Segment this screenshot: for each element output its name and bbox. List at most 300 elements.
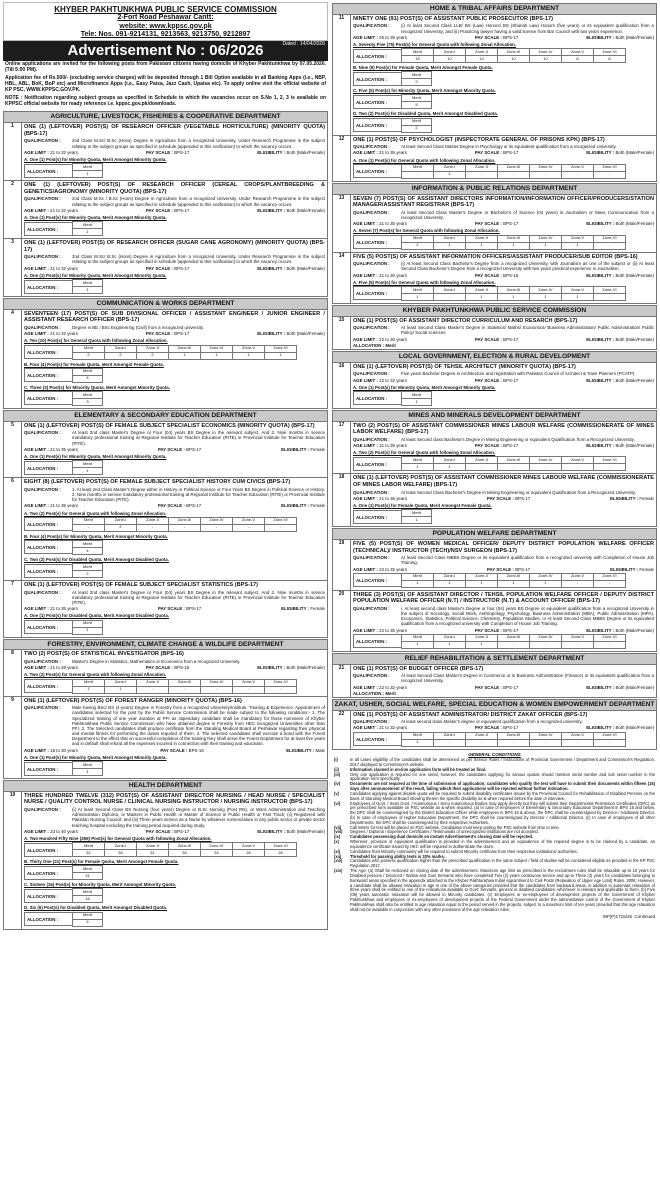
allocation-row [24, 517, 325, 532]
eligibility [286, 748, 325, 753]
eligibility [586, 443, 654, 448]
allocation-label: ALLOCATION : [24, 368, 72, 382]
zone-header: Zone-I [434, 235, 466, 242]
qualification [353, 210, 654, 220]
qualification-text: 2nd Class M.Sc/ B.Sc (Hons) Degree in Agriculture from a recognized University, Under Research Programme in the subject relating to the subject groups as specified in schedule (appended to this notification) to which the vacancy occurs. [72, 254, 325, 265]
elig-value: Both (Male/Female) [615, 725, 654, 731]
quota-label: A. One (1) Post(s) for Minority Quota, Merit Amongst Minority Quota. [24, 454, 167, 459]
qualification-label: QUALIFICATION : [353, 325, 390, 331]
condition-text: The Age: (a) Shall be reckoned on closing date of the advertisement. Maximum age limit as prescribed in the recruitment rules shall be relaxable up-to 10 years for Disabled persons / Divorced / Widow and Govt Servants who have completed Two (2) years continuous service and up-to Three (3) years for candidates belonging to backward areas specified in the appendix attached to the Khyber Pakhtunkhwa Initial Appointment to Civil Posts (Relaxation of Upper Age Limit) Rules, 2008. However, a candidate shall be allowed relaxation in age in one of the above categories provided that the candidates from backward areas, in addition to automatic relaxation of three years shall be entitled to one of the relaxations available to Govt: Servants, general or disabled candidates, whichever is relevant and applicable to them. (b) Five (05) years automatic relaxation will be allowed to Minority candidates. (c) Employees or ex-employees of development projects of the Government of Khyber Pakhtunkhwa and employees or ex-employees of development projects of the Federal Government under the administrative control of the Government of Khyber Pakhtunkhwa shall also be entitled to age relaxation equal to the period served in the projects, subject to a maximum limit of ten years provided that this age relaxation shall not be available in conjunction with any other provisions of the age relaxation rules. [350, 868, 655, 912]
pay-value: BPS-17 [515, 495, 531, 501]
condition-number: (xi) [334, 848, 341, 854]
zone-header: Zone-IV [201, 843, 233, 850]
pay-label: PAY SCALE : [474, 34, 502, 40]
elig-label: ELIGIBILITY : [257, 149, 286, 155]
elig-label: ELIGIBILITY : [610, 495, 639, 501]
qualification-text: Five years Bachelor Degree in Architecture and registration with Pakistan Council of Architect & Town Planners (PCATP). [401, 371, 636, 377]
zone-value: - [466, 464, 498, 471]
zone-value: - [73, 524, 105, 531]
age-label: AGE LIMIT : [24, 503, 49, 509]
zone-value: 2 [402, 242, 434, 249]
allocation-label: ALLOCATION : [353, 72, 401, 86]
zone-header: Zone-II [137, 679, 169, 686]
age-limit [24, 748, 78, 753]
post-title: FIVE (5) POST(S) OF ASSISTANT INFORMATION OFFICERS/ASSISTANT PRODUCER/SUB EDITOR (BPS-16) [353, 253, 638, 260]
merit-table [72, 912, 103, 927]
merit-value: 9 [402, 79, 432, 86]
age-label: AGE LIMIT : [24, 606, 49, 612]
zone-value: 10 [530, 56, 562, 63]
zonal-allocation-table [72, 345, 297, 360]
qualification-text: At least Second class Bachelor's Degree in Mining Engineering or equivalent Qualification from a Recognized University. [401, 436, 635, 442]
serial-number: 1 [4, 123, 22, 180]
zone-header: Zone-IV [530, 732, 562, 739]
allocation-label: ALLOCATION : [24, 866, 72, 880]
age-limit [353, 35, 407, 40]
zone-value: 2 [73, 352, 105, 359]
serial-number: 20 [333, 591, 351, 651]
zone-value: 1 [466, 641, 498, 648]
serial-number: 21 [333, 665, 351, 697]
serial-number: 18 [333, 474, 351, 526]
zone-value: 1 [530, 242, 562, 249]
merit-table [72, 563, 103, 578]
pay-label: PAY SCALE : [474, 150, 502, 156]
allocation-row [353, 235, 654, 250]
merit-header: Merit [402, 95, 432, 102]
merit-header: Merit [73, 461, 103, 468]
pay-label: PAY SCALE : [145, 265, 173, 271]
qualification [353, 261, 654, 271]
zone-value: - [169, 686, 201, 693]
elig-value: Both (Male/Female) [615, 272, 654, 278]
age-label: AGE LIMIT : [353, 150, 378, 156]
post-meta [353, 273, 654, 278]
zone-header: Zone-IV [201, 517, 233, 524]
qualification [24, 590, 325, 606]
qualification [353, 437, 654, 442]
merit-header: Merit [73, 391, 103, 398]
serial-number: 15 [333, 317, 351, 349]
right-column [332, 2, 657, 1181]
elig-label: ELIGIBILITY : [586, 443, 615, 449]
elig-value: Female [639, 566, 654, 572]
zone-header: Zone-V [562, 573, 594, 580]
pay-value: BPS-16 [503, 272, 519, 278]
age-label: AGE LIMIT : [24, 331, 49, 337]
merit-value: 5 [402, 102, 432, 109]
post-meta [24, 150, 325, 155]
eligibility [281, 503, 325, 508]
merit-table [401, 94, 432, 109]
serial-number: 19 [333, 540, 351, 590]
age-label: AGE LIMIT : [24, 265, 49, 271]
post-meta [353, 628, 654, 633]
qualification-label: QUALIFICATION : [24, 324, 61, 330]
post-meta [24, 266, 325, 271]
zone-value: 1 [562, 242, 594, 249]
qualification-label: QUALIFICATION : [353, 371, 390, 377]
serial-number: 17 [333, 422, 351, 474]
zone-value: - [594, 580, 626, 587]
qualification [24, 705, 325, 747]
merit-value: 1 [73, 171, 103, 178]
pay-value: BPS-17 [503, 150, 519, 156]
elig-value: Female [310, 446, 325, 452]
zonal-allocation-table [401, 48, 626, 63]
zone-header: Zone-V [233, 679, 265, 686]
zone-header: Zone-I [434, 49, 466, 56]
department-header: COMMUNICATION & WORKS DEPARTMENT [3, 298, 328, 310]
zone-value: 8 [562, 56, 594, 63]
merit-header: Merit [73, 889, 103, 896]
eligibility [586, 35, 654, 40]
zone-value: 1 [466, 580, 498, 587]
allocation-row [24, 912, 325, 927]
allocation-row [24, 540, 325, 555]
age-limit [353, 685, 407, 690]
post-entry [332, 253, 657, 304]
age-value: 21 to 32 years [50, 207, 78, 213]
zone-value: 10 [498, 56, 530, 63]
condition-item [334, 869, 655, 912]
merit-header: Merit [73, 762, 103, 769]
qualification-label: QUALIFICATION : [24, 430, 61, 436]
zone-header: Zone-VI [594, 634, 626, 641]
pay-label: PAY SCALE : [474, 272, 502, 278]
zonal-allocation-table [401, 634, 626, 649]
org-name: KHYBER PAKHTUNKHWA PUBLIC SERVICE COMMISSION [54, 5, 277, 14]
zone-value: - [402, 171, 434, 178]
qualification-label: QUALIFICATION : [353, 23, 390, 29]
zone-value: 1 [402, 464, 434, 471]
post-title: TWO (2) POST(S) OF STATISTICAL INVESTIGATOR (BPS-16) [24, 651, 184, 658]
zone-header: Merit [73, 345, 105, 352]
quota-label: A. One (1) Post(s) for Disabled Quota, Merit Amongst Disabled Quota. [24, 613, 169, 619]
age-label: AGE LIMIT : [24, 149, 49, 155]
serial-number: 10 [4, 792, 22, 929]
intro-text: Online applications are invited for the following posts from Pakistani citizens having domicile of Khyber Pakhtunkhwa by 07.05.2026. (Till 5:00 PM). [5, 61, 326, 74]
merit-value: 3 [73, 398, 103, 405]
merit-header: Merit [73, 912, 103, 919]
eligibility [610, 496, 654, 501]
zone-header: Zone-II [466, 164, 498, 171]
intro [3, 61, 328, 110]
serial-number: 5 [4, 422, 22, 478]
age-value: 22 to 35 years [379, 566, 407, 572]
qualification-text: (i) At least Second Class BS Nursing (four years) Degree or B.Sc Nursing (Post RN), or Ward Administration and Teaching Administration Diploma, or Masters in Public Health or Master of Science in Public Health or Fast Track; (ii) Registered with Pakistan Nursing Council; and (iii) Three years service as a Nurse by whatever nomenclature in any public sector or private sector teaching hospital excluding the training period acquired during study. [72, 806, 325, 828]
pay-label: PAY SCALE : [474, 443, 502, 449]
merit-table [72, 888, 103, 903]
age-value: 22 to 32 years [379, 377, 407, 383]
qualification [353, 555, 654, 565]
zone-value: 14 [466, 56, 498, 63]
post-entry [3, 697, 328, 779]
qualification-label: QUALIFICATION : [353, 436, 390, 442]
quota-label: B. Thirty One (31) Post(s) for Female Quota, Merit Amongst Female Quota. [24, 859, 179, 865]
pay-label: PAY SCALE : [145, 828, 173, 834]
quota-label: A. Two (2) Post(s) for General Quota with following Zonal Allocation. [353, 450, 496, 456]
age-label: AGE LIMIT : [353, 684, 378, 690]
age-value: 21 to 35 years [50, 503, 78, 509]
pay-value: BPS-16 [174, 665, 190, 671]
qualification-text: At least Second Class Bachelor's Degree in Mining Engineering or equivalent Qualification from a Recognized University. [401, 489, 636, 495]
quota-label: B. Four (4) Post(s) for Female Quota, Merit Amongst Female Quota. [24, 361, 164, 367]
elig-label: ELIGIBILITY : [281, 606, 310, 612]
zone-header: Zone-V [562, 634, 594, 641]
age-limit [24, 208, 78, 213]
qualification-text: 2nd Class M.Sc/ B.Sc (Hons) Degree in Agriculture from a recognized University, Under Research Programme in the subject relating to the subject groups as specified in schedule (appended to this notification) to which the vacancy occurs. [72, 138, 325, 149]
zone-header: Zone-I [434, 634, 466, 641]
post-entry [332, 474, 657, 527]
condition-text: Threshold for passing ability tests is 33% marks. [350, 853, 445, 859]
post-meta [24, 665, 325, 670]
elig-value: Both (Male/Female) [286, 665, 325, 671]
zonal-allocation-table [72, 679, 297, 694]
age-value: 21 to 32 years [50, 265, 78, 271]
allocation-row [353, 94, 654, 109]
allocation-row [353, 509, 654, 524]
allocation-row [24, 865, 325, 880]
merit-table [401, 391, 432, 406]
qualification [24, 807, 325, 828]
zone-value: - [594, 641, 626, 648]
merit-header: Merit [73, 866, 103, 873]
zone-header: Merit [402, 164, 434, 171]
merit-value: 1 [73, 468, 103, 475]
quota-label: A. One (1) Post(s) for Minority Quota, Merit Amongst Minority Quota. [24, 156, 167, 162]
qualification [353, 673, 654, 683]
zone-header: Zone-IV [530, 573, 562, 580]
pay-value: BPS-17 [174, 828, 190, 834]
telephone: Tele: Nos. 091-9214131, 9213563, 9213750, 9212897 [80, 30, 251, 38]
post-title: SEVEN (7) POST(S) OF ASSISTANT DIRECTORS INFORMATION/INFORMATION OFFICER/PRODUCERS/STATION MANAGER/ASSISTANT REGISTRAR (BPS-17) [353, 195, 654, 209]
allocation-label: ALLOCATION : [353, 391, 401, 405]
zone-value: 1 [498, 580, 530, 587]
quota-label: A. Two (2) Post(s) for General Quota with following Zonal Allocation. [24, 510, 167, 516]
post-title: EIGHT (8) (LEFTOVER) POST(S) OF FEMALE SUBJECT SPECIALIST HISTORY CUM CIVICS (BPS-17) [24, 479, 291, 486]
zone-header: Zone-I [434, 164, 466, 171]
merit-value: 4 [73, 375, 103, 382]
pay-scale [158, 447, 201, 452]
pay-value: BPS-17 [503, 627, 519, 633]
allocation-row [353, 456, 654, 471]
post-meta [353, 378, 654, 383]
qualification-text: (i) At least Second Class Bachelor's Degree from a recognized University, with Journalism as one of the subject or (ii) At least Second Class Bachelor's Degree from a recognized University with two years practical experience in Journalism. [401, 261, 654, 272]
age-value: 21 to 32 years [379, 725, 407, 731]
pay-scale [475, 378, 518, 383]
department-header: FORESTRY, ENVIRONMENT, CLIMATE CHANGE & WILDLIFE DEPARTMENT [3, 639, 328, 651]
zone-header: Zone-III [169, 517, 201, 524]
condition-number: (i) [334, 757, 338, 763]
condition-number: (xiii) [334, 858, 343, 864]
zone-value: 1 [265, 352, 297, 359]
post-entry [3, 650, 328, 696]
post-meta [353, 150, 654, 155]
condition-number: (x) [334, 839, 340, 845]
post-title: ONE (1) (LEFTOVER) POST(S) OF RESEARCH OFFICER (SUGAR CANE AGRONOMY) (MINORITY QUOTA) (BPS-17) [24, 240, 325, 253]
quota-label: C. Two (2) Post(s) for Disabled Quota, Merit Amongst Disabled Quota. [24, 556, 169, 562]
serial-number: 14 [333, 253, 351, 303]
post-entry [332, 591, 657, 652]
merit-table [72, 221, 103, 236]
age-value: 21 to 32 years [50, 331, 78, 337]
pay-scale [146, 665, 189, 670]
zone-header: Zone-VI [594, 732, 626, 739]
qualification [353, 325, 654, 335]
zone-value: - [498, 641, 530, 648]
pay-label: PAY SCALE : [160, 747, 188, 753]
elig-label: ELIGIBILITY : [586, 150, 615, 156]
allocation-row [24, 345, 325, 360]
zone-header: Zone-VI [265, 679, 297, 686]
zone-header: Zone-III [498, 49, 530, 56]
zone-header: Zone-III [169, 345, 201, 352]
zone-header: Zone-II [137, 517, 169, 524]
pay-label: PAY SCALE : [474, 627, 502, 633]
zone-header: Zone-I [434, 286, 466, 293]
qualification-text: 1. At least 2nd Class Master's Degree either in History or Political Science or Four Years BS Degree in Political Science or History. 2. Nine months in service mandatory professional training at Regional Institute for Teacher Education (RITE) or Provincial Institute for Teacher Education (PITE). [72, 486, 325, 503]
quota-label: B. Four (4) Post(s) for Minority Quota, Merit Amongst Minority Quota. [24, 533, 168, 539]
pay-scale [146, 150, 189, 155]
zone-header: Zone-III [169, 679, 201, 686]
quota-label: A. Ten (10) Post(s) for General Quota with following Zonal Allocation. [24, 338, 168, 344]
age-label: AGE LIMIT : [24, 207, 49, 213]
zone-header: Zone-III [498, 235, 530, 242]
age-limit [353, 378, 407, 383]
pay-scale [475, 337, 518, 342]
elig-value: Female [639, 495, 654, 501]
pay-label: PAY SCALE : [145, 149, 173, 155]
zone-value: 1 [201, 352, 233, 359]
allocation-label: ALLOCATION : [353, 49, 401, 63]
post-title: ONE (1) (LEFTOVER) POST(S) OF FEMALE SUBJECT SPECIALIST ECONOMICS (MINORITY QUOTA) (BPS-17) [24, 422, 315, 429]
elig-value: Both (Male/Female) [615, 336, 654, 342]
zone-value: 10 [434, 56, 466, 63]
allocation-row [24, 279, 325, 294]
post-body [22, 650, 327, 695]
zonal-allocation-table [401, 573, 626, 588]
age-limit [24, 331, 78, 336]
condition-text: Only one application is required for one serial, however, the candidates applying for various quotas should mention serial number and sub serial number in the application form specifically. [350, 771, 655, 782]
pay-value: BPS-17 [174, 207, 190, 213]
continued-label: Continued [634, 913, 655, 919]
condition-number: (iv) [334, 781, 341, 787]
age-value: 21 to 35 years [50, 446, 78, 452]
zone-header: Zone-I [434, 573, 466, 580]
website[interactable]: website: www.kppsc.gov.pk [119, 22, 212, 30]
post-entry [332, 540, 657, 591]
post-body [22, 581, 327, 637]
zone-value: - [594, 242, 626, 249]
merit-table [72, 368, 103, 383]
pay-scale [158, 503, 201, 508]
qualification-label: QUALIFICATION : [24, 589, 61, 595]
qualification-label: QUALIFICATION : [24, 486, 61, 492]
general-conditions [332, 750, 657, 920]
merit-table [401, 71, 432, 86]
post-entry [3, 181, 328, 239]
allocation-value: Merit [385, 342, 396, 348]
post-entry [3, 422, 328, 479]
allocation-row [24, 888, 325, 903]
allocation-label: ALLOCATION : [353, 510, 401, 524]
merit-value: 1 [73, 627, 103, 634]
zone-header: Zone-II [466, 286, 498, 293]
post-body [22, 181, 327, 238]
pay-scale [158, 606, 201, 611]
qualification [24, 487, 325, 503]
condition-number: (ix) [334, 834, 341, 840]
zone-header: Zone-I [105, 517, 137, 524]
post-meta [353, 35, 654, 40]
age-value: 21 to 28 years [50, 665, 78, 671]
eligibility [586, 628, 654, 633]
quota-label: A. One (1) Post(s) for Minority Quota, Merit Amongst Minority Quota. [24, 272, 167, 278]
allocation-row [353, 48, 654, 63]
eligibility [257, 266, 325, 271]
zone-header: Zone-II [466, 49, 498, 56]
eligibility [586, 725, 654, 730]
merit-table [72, 391, 103, 406]
zone-header: Zone-V [562, 457, 594, 464]
conditions-title: GENERAL CONDITIONS [468, 751, 521, 757]
zone-header: Zone-II [466, 457, 498, 464]
zone-header: Merit [402, 49, 434, 56]
elig-value: Both (Male/Female) [286, 828, 325, 834]
age-limit [353, 725, 407, 730]
age-value: 21 to 35 years [379, 221, 407, 227]
serial-number: 8 [4, 650, 22, 695]
allocation-label: ALLOCATION : [24, 280, 72, 294]
qualification-text: i. At least second class Master's Degree or four (04) years BS Degree or equivalent qualification from a recognized University in the subject of Sociology, Social Work, Anthropology, Psychology, Business Administration (MBA), Public Administration (MPA), Economics, Statistics, Political Science, Chemistry, Population Studies; or At least Second Class MBBS Degree or its equivalent qualification from a recognized university with Completion of House Job Training. [401, 605, 654, 627]
pay-label: PAY SCALE : [474, 336, 502, 342]
condition-text: Information claimed in on-line application form will be treated as final. [350, 766, 487, 772]
zone-value: - [233, 686, 265, 693]
pay-label: PAY SCALE : [474, 221, 502, 227]
post-meta [353, 443, 654, 448]
serial-number: 7 [4, 581, 22, 637]
quota-label: C. Five (5) Post(s) for Minority Quota, Merit Amongst Minority Quota. [353, 88, 496, 94]
zone-value: 1 [530, 580, 562, 587]
allocation-row [353, 286, 654, 301]
quota-label: A. Seventy Five (75) Post(s) for General Quota with following Zonal Allocation. [353, 41, 517, 47]
post-title: ONE (1) (LEFTOVER) POST(S) OF FEMALE SUBJECT SPECIALIST STATISTICS (BPS-17) [24, 582, 259, 589]
post-body [22, 123, 327, 180]
pay-scale [160, 748, 203, 753]
merit-header: Merit [402, 391, 432, 398]
quota-label: C. Sixteen (16) Post(s) for Minority Quota, Merit Amongst Minority Quota. [24, 882, 177, 888]
allocation-label: ALLOCATION : [24, 889, 72, 903]
allocation-value: Merit [385, 690, 396, 696]
post-title: TWO (2) POST(S) OF ASSISTANT COMMISSIONER MINES LABOUR WELFARE (COMMISSIONERATE OF MINES LABOR WELFARE) (BPS-17) [353, 422, 654, 436]
pay-value: BPS-17 [503, 221, 519, 227]
post-body [351, 253, 656, 303]
merit-header: Merit [73, 164, 103, 171]
zone-header: Zone-III [498, 573, 530, 580]
allocation-label: ALLOCATION : [353, 235, 401, 249]
zone-value: 34 [201, 850, 233, 857]
post-title: ONE (1) (LEFTOVER) POST(S) OF RESEARCH OFFICER (CEREAL CROPS/PLANTBREEDING & GENETICS/AGRONOMY (MINORITY QUOTA) (BPS-17) [24, 182, 325, 195]
merit-header: Merit [73, 620, 103, 627]
allocation-row [353, 343, 654, 348]
elig-label: ELIGIBILITY : [586, 725, 615, 731]
zone-header: Zone-IV [201, 679, 233, 686]
qualification-label: QUALIFICATION : [24, 806, 61, 812]
merit-header: Merit [402, 118, 432, 125]
zone-header: Zone-I [434, 457, 466, 464]
zone-value: - [466, 171, 498, 178]
